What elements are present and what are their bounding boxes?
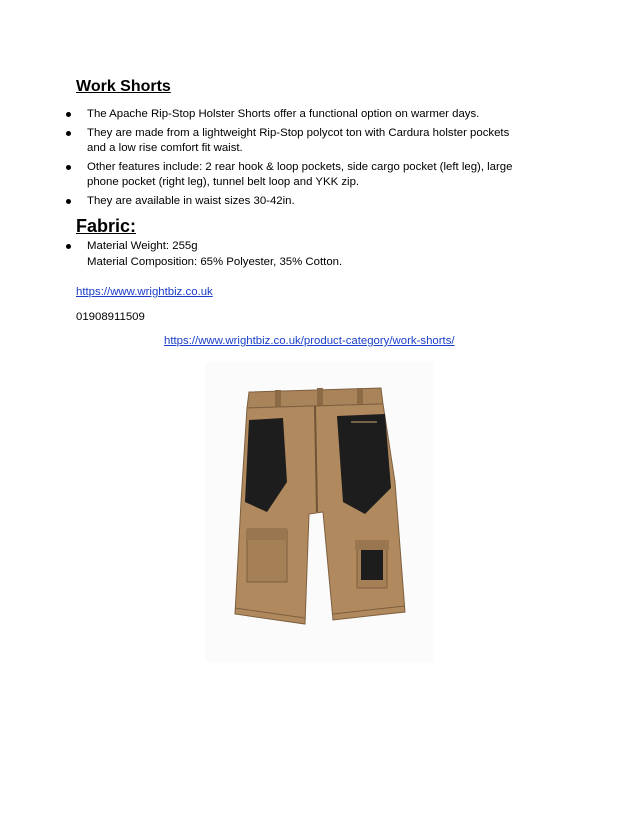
- fabric-list: [64, 239, 564, 273]
- feature-text-continued: phone pocket (right leg), tunnel belt loop and YKK zip.: [87, 176, 360, 188]
- bullet-icon: [66, 112, 71, 117]
- page-title: Work Shorts: [76, 78, 171, 95]
- feature-text: The Apache Rip-Stop Holster Shorts offer a functional option on warmer days.: [87, 108, 480, 120]
- feature-text-continued: and a low rise comfort fit waist.: [87, 142, 243, 154]
- bullet-icon: [66, 199, 71, 204]
- fabric-composition: Material Composition: 65% Polyester, 35% Cotton.: [87, 255, 343, 268]
- phone-number: 01908911509: [76, 311, 145, 323]
- list-item: [64, 107, 564, 123]
- list-item: [64, 126, 564, 157]
- feature-text: They are available in waist sizes 30-42in.: [87, 194, 295, 207]
- list-item: [64, 194, 564, 210]
- belt-loop: [275, 390, 281, 408]
- list-item: [64, 239, 564, 270]
- belt-loop: [317, 388, 323, 406]
- phone-pocket-panel: [361, 550, 383, 580]
- feature-text: Other features include: 2 rear hook & loop pockets, side cargo pocket (left leg), large: [87, 160, 513, 173]
- category-link[interactable]: https://www.wrightbiz.co.uk/product-category/work-shorts/: [164, 335, 455, 347]
- bullet-icon: [66, 165, 71, 170]
- list-item: [64, 160, 564, 191]
- bullet-icon: [66, 244, 71, 249]
- website-link[interactable]: https://www.wrightbiz.co.uk: [76, 286, 213, 298]
- work-shorts-photo: [205, 362, 433, 662]
- features-list: [64, 107, 564, 212]
- fabric-weight: Material Weight: 255g: [87, 240, 198, 252]
- belt-loop: [357, 388, 363, 406]
- bullet-icon: [66, 131, 71, 136]
- phone-pocket-flap: [355, 540, 389, 550]
- fabric-heading: Fabric:: [76, 216, 137, 236]
- cargo-flap: [247, 528, 287, 540]
- feature-text: They are made from a lightweight Rip-Stop polycot ton with Cardura holster pockets: [87, 126, 510, 139]
